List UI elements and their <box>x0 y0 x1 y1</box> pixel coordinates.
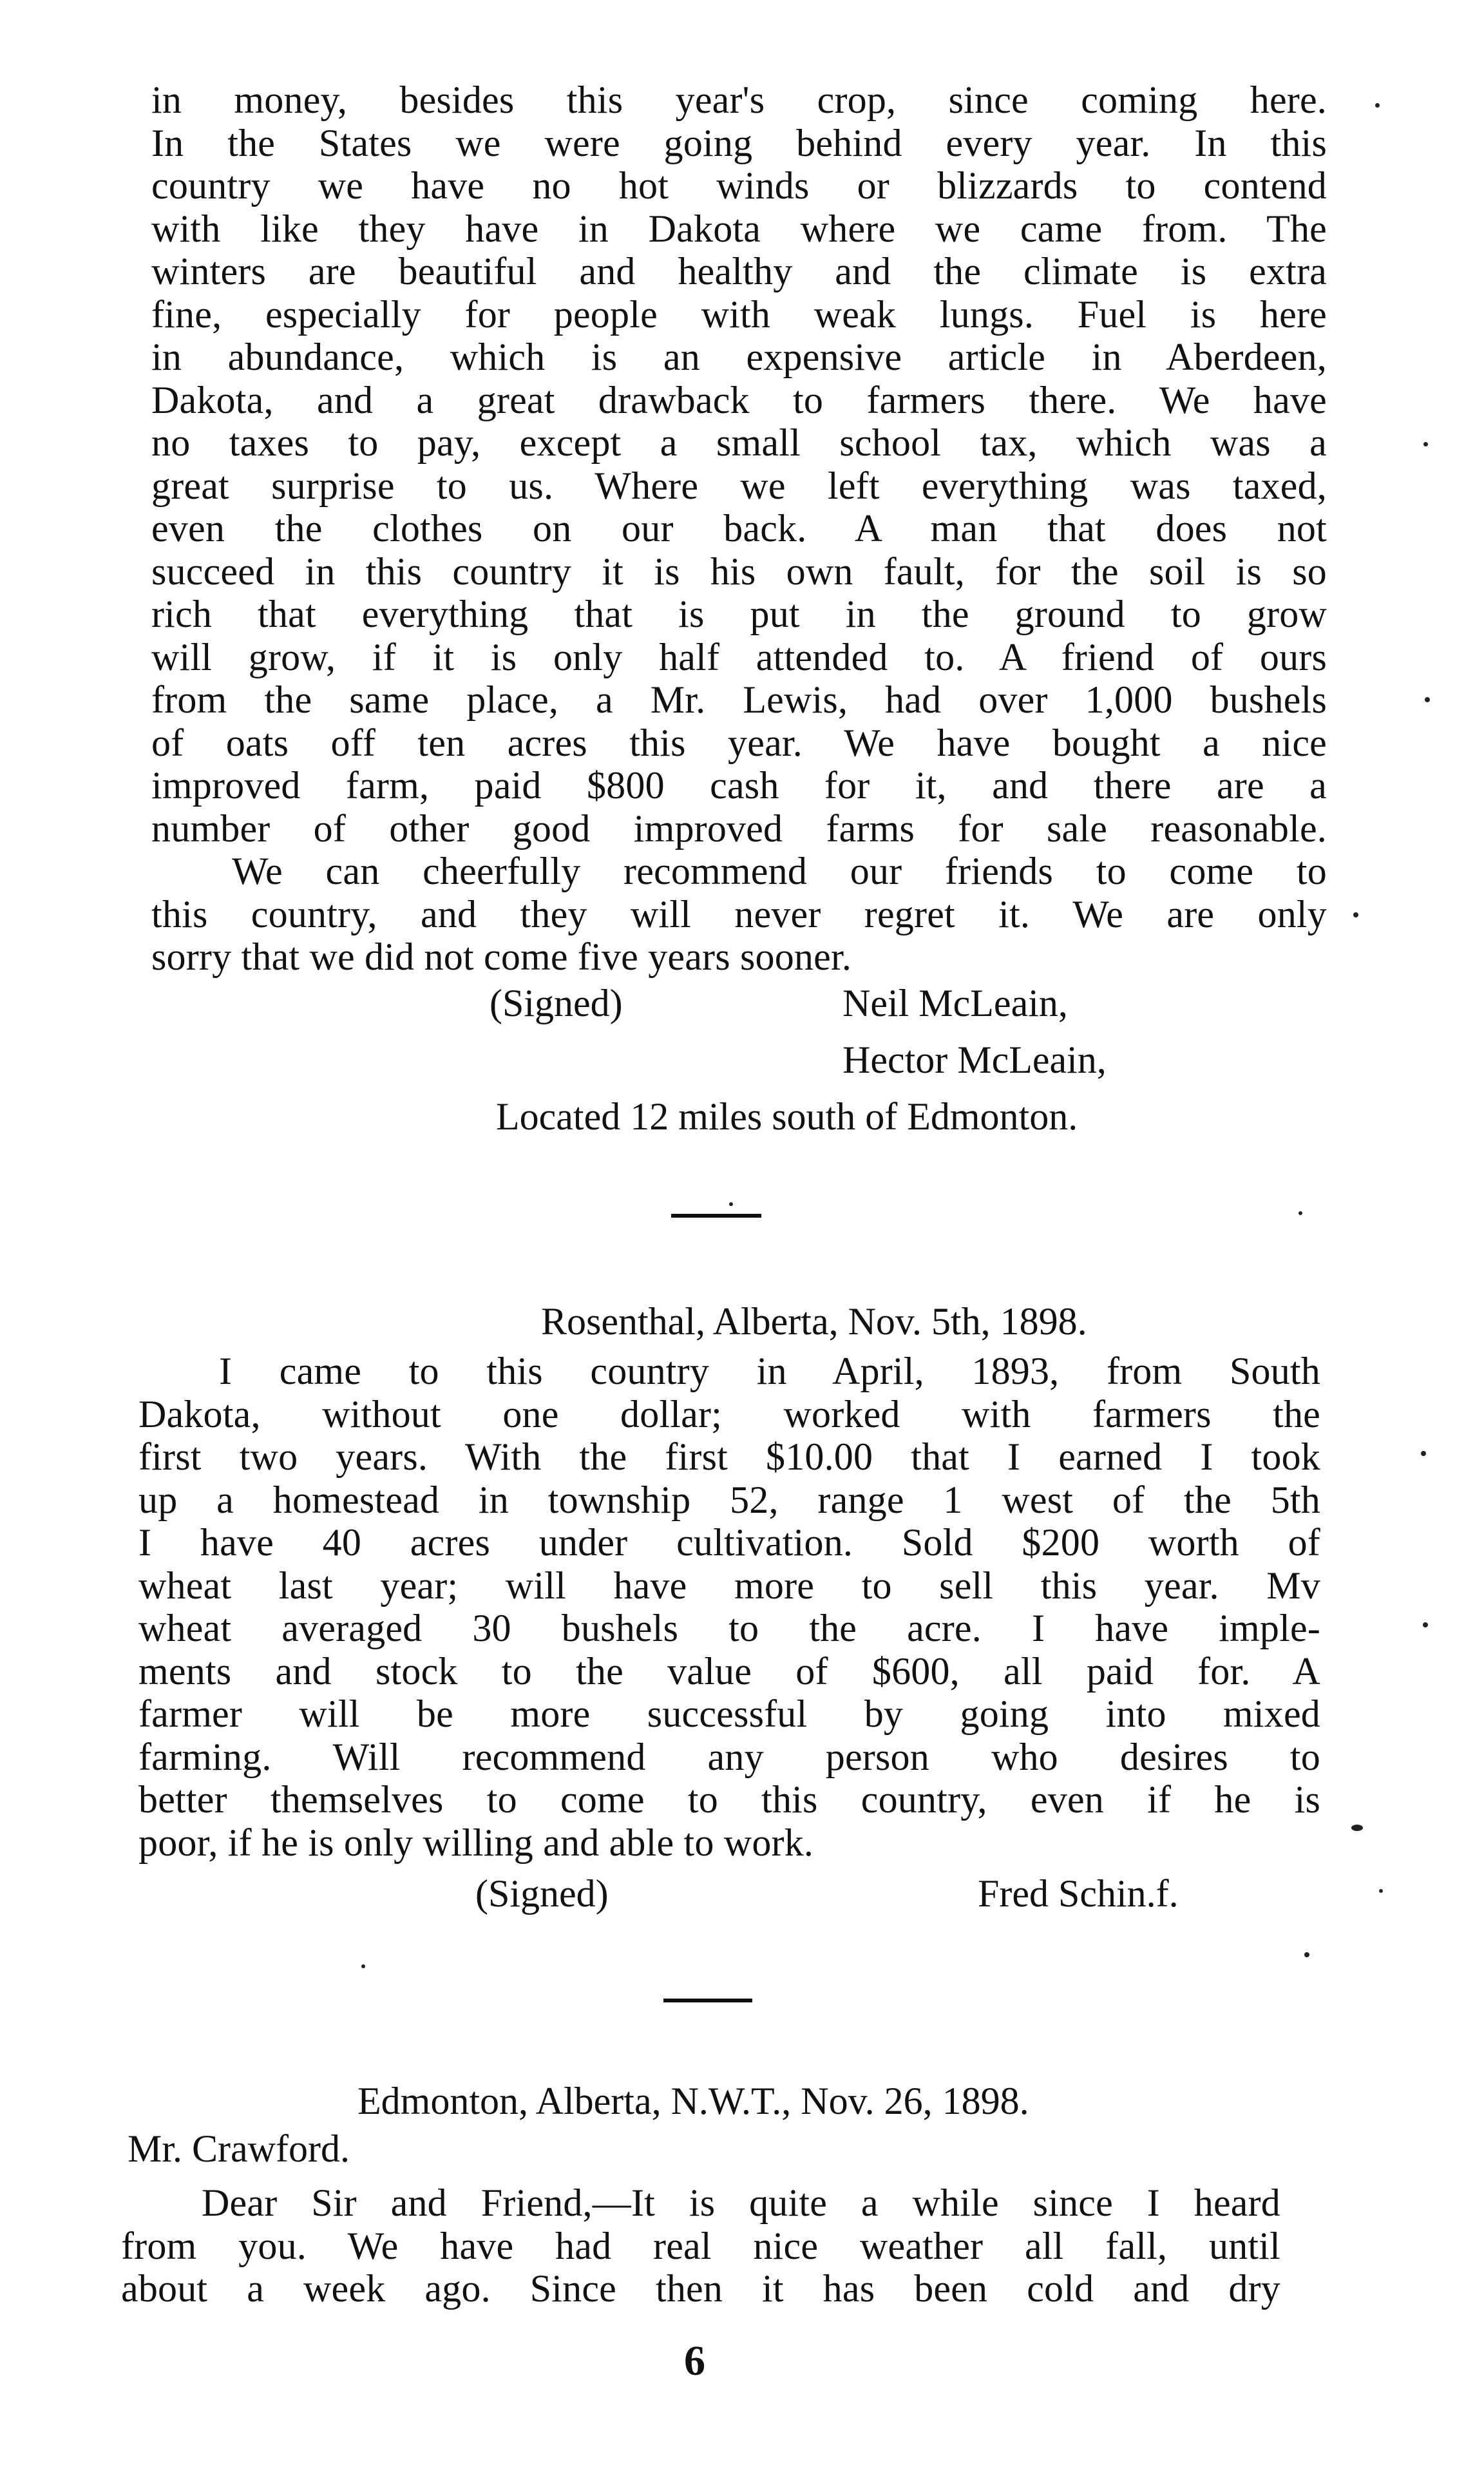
text-line: ments and stock to the value of $600, all paid for. A <box>138 1649 1320 1693</box>
scan-speck <box>361 1964 365 1968</box>
text-line: great surprise to us. Where we left everything was taxed, <box>151 464 1327 507</box>
text-line: Dakota, without one dollar; worked with farmers the <box>138 1392 1320 1435</box>
letter-1-signer-hector: Hector McLeain, <box>842 1039 1107 1081</box>
letter-2-signer: Fred Schin.f. <box>978 1872 1179 1915</box>
text-line: in money, besides this year's crop, since coming here. <box>151 79 1327 121</box>
scan-speck <box>1351 1825 1363 1831</box>
text-line: Dakota, and a great drawback to farmers there. We have <box>151 378 1327 421</box>
text-line: first two years. With the first $10.00 that I earned I took <box>138 1435 1320 1478</box>
text-line: improved farm, paid $800 cash for it, and there are a <box>151 764 1327 807</box>
text-line: succeed in this country it is his own fault, for the soil is so <box>151 550 1327 593</box>
scan-speck <box>1421 1451 1426 1456</box>
text-line: about a week ago. Since then it has been cold and dry <box>121 2267 1280 2310</box>
text-line: with like they have in Dakota where we came from. The <box>151 207 1327 250</box>
page-number: 6 <box>684 2337 705 2384</box>
text-line: from you. We have had real nice weather all fall, until <box>121 2224 1280 2267</box>
scan-speck <box>1375 103 1380 108</box>
text-line: of oats off ten acres this year. We have bought a nice <box>151 721 1327 764</box>
text-line: wheat averaged 30 bushels to the acre. I have imple- <box>138 1607 1320 1649</box>
text-line: I came to this country in April, 1893, from South <box>219 1350 1320 1392</box>
letter-3-dateline: Edmonton, Alberta, N.W.T., Nov. 26, 1898. <box>357 2080 1029 2122</box>
scan-speck <box>1425 697 1430 702</box>
text-line: no taxes to pay, except a small school tax, which was a <box>151 421 1327 464</box>
text-line: country we have no hot winds or blizzards to contend <box>151 164 1327 207</box>
text-line: in abundance, which is an expensive article in Aberdeen, <box>151 336 1327 378</box>
text-line: farming. Will recommend any person who desires to <box>138 1735 1320 1778</box>
scan-speck <box>1298 1211 1302 1215</box>
text-line: from the same place, a Mr. Lewis, had over 1,000 bushels <box>151 678 1327 721</box>
text-line: winters are beautiful and healthy and the climate is extra <box>151 250 1327 293</box>
text-line: sorry that we did not come five years sooner. <box>151 935 852 978</box>
scan-speck <box>1304 1952 1309 1957</box>
letter-2-body <box>138 1350 1320 1864</box>
text-line: even the clothes on our back. A man that does not <box>151 507 1327 550</box>
text-line: number of other good improved farms for sale reasonable. <box>151 807 1327 850</box>
text-line: poor, if he is only willing and able to work. <box>138 1821 814 1864</box>
text-line: this country, and they will never regret it. We are only <box>151 892 1327 935</box>
letter-2-signed-label: (Signed) <box>475 1872 609 1915</box>
text-line: up a homestead in township 52, range 1 west of the 5th <box>138 1478 1320 1521</box>
text-line: fine, especially for people with weak lungs. Fuel is here <box>151 293 1327 336</box>
text-line: We can cheerfully recommend our friends to come to <box>232 850 1327 892</box>
scan-speck <box>1423 442 1428 446</box>
letter-1-body <box>151 79 1327 850</box>
scan-speck <box>1423 1622 1428 1627</box>
letter-3-salutation: Mr. Crawford. <box>128 2127 350 2170</box>
letter-1-signer-neil: Neil McLeain, <box>842 982 1068 1024</box>
text-line: wheat last year; will have more to sell this year. Mv <box>138 1564 1320 1607</box>
text-line: Dear Sir and Friend,—It is quite a while since I heard <box>202 2182 1280 2224</box>
text-line: will grow, if it is only half attended to. A friend of ours <box>151 635 1327 678</box>
letter-3-body <box>121 2182 1280 2310</box>
text-line: rich that everything that is put in the ground to grow <box>151 593 1327 635</box>
letter-1-signed-label: (Signed) <box>490 982 623 1024</box>
letter-1-location: Located 12 miles south of Edmonton. <box>496 1095 1078 1138</box>
text-line: In the States we were going behind every year. In this <box>151 121 1327 164</box>
text-line: I have 40 acres under cultivation. Sold $200 worth of <box>138 1521 1320 1564</box>
letter-2-dateline: Rosenthal, Alberta, Nov. 5th, 1898. <box>541 1300 1087 1343</box>
scan-speck <box>729 1202 733 1206</box>
scan-speck <box>1379 1889 1383 1893</box>
section-divider-2 <box>663 1999 752 2002</box>
section-divider <box>671 1214 761 1218</box>
text-line: farmer will be more successful by going into mixed <box>138 1693 1320 1735</box>
scan-speck <box>1353 912 1358 917</box>
text-line: better themselves to come to this country, even if he is <box>138 1778 1320 1821</box>
letter-1-closing-paragraph <box>151 850 1327 979</box>
